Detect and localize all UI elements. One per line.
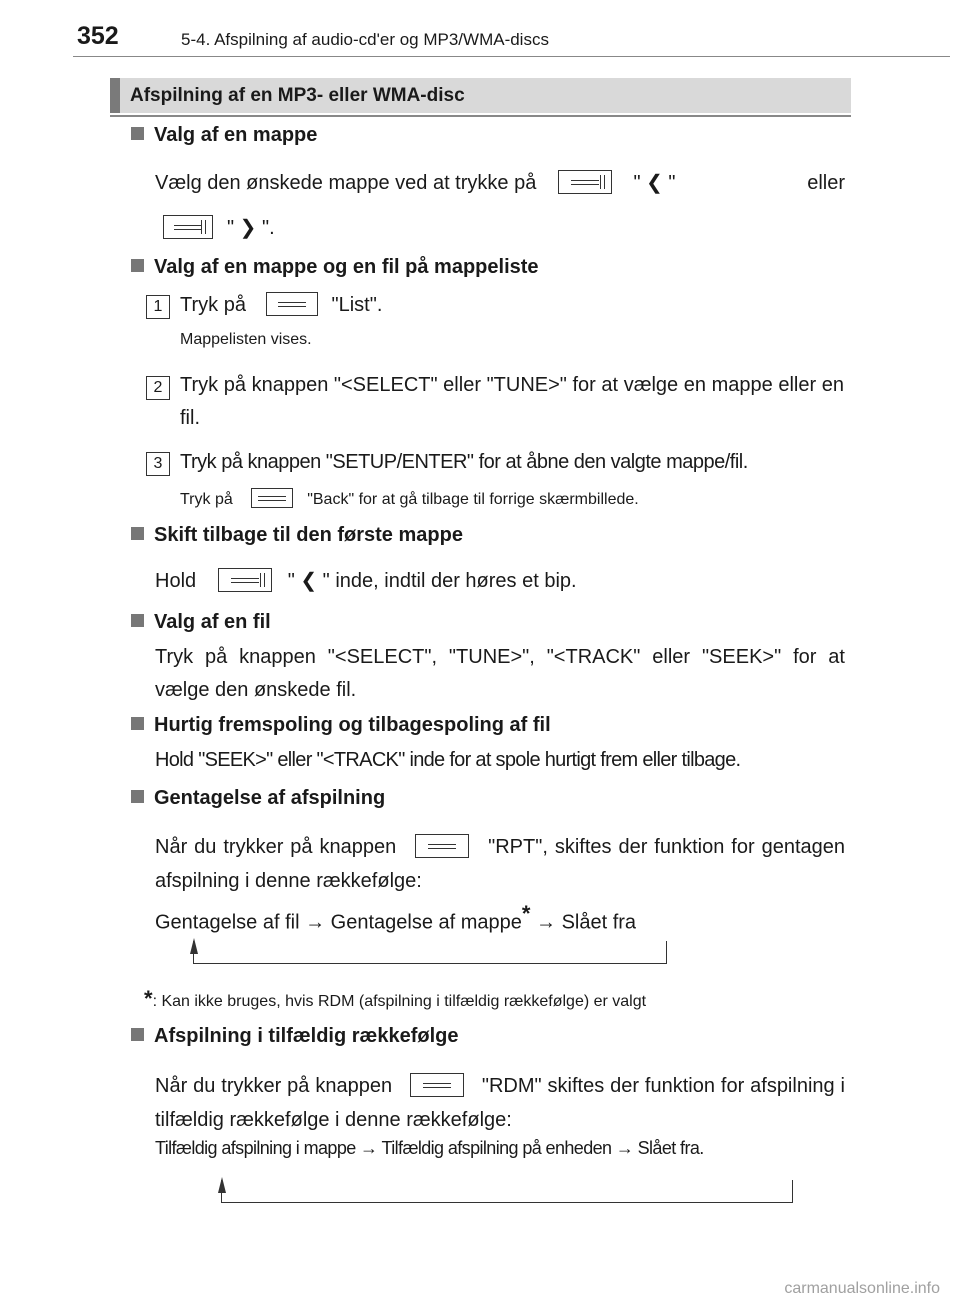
heading-random: Afspilning i tilfældig rækkefølge bbox=[131, 1025, 458, 1048]
bullet-icon bbox=[131, 127, 144, 140]
section-title: Afspilning af en MP3- eller WMA-disc bbox=[130, 85, 465, 106]
bullet-icon bbox=[131, 1028, 144, 1041]
random-sequence: Tilfældig afspilning i mappe → Tilfældig afspilning på enheden → Slået fra. bbox=[155, 1138, 704, 1158]
repeat-text: Når du trykker på knappen "RPT", skiftes der funktion for gentagen afspilning i denne rækkefølge: bbox=[155, 836, 846, 892]
random-text: Når du trykker på knappen "RDM" skiftes der funktion for afspilning i tilfældig rækkefølge i denne rækkefølge: bbox=[155, 1075, 845, 1131]
list-button-icon bbox=[266, 292, 318, 316]
seek-button-icon bbox=[558, 170, 612, 194]
seek-button-icon bbox=[163, 215, 213, 239]
folder-select-text-2: " ❯ ". bbox=[163, 212, 275, 245]
file-select-text: Tryk på knappen "<SELECT", "TUNE>", "<TRACK" eller "SEEK>" for at vælge den ønskede fil. bbox=[155, 646, 845, 701]
watermark: carmanualsonline.info bbox=[784, 1280, 940, 1297]
bullet-icon bbox=[131, 259, 144, 272]
step-2-text: Tryk på knappen "<SELECT" eller "TUNE>" for at vælge en mappe eller en fil. bbox=[180, 374, 844, 429]
repeat-sequence: Gentagelse af fil → Gentagelse af mappe* → Slået fra bbox=[155, 901, 637, 934]
step-number: 1 bbox=[146, 295, 170, 319]
bullet-icon bbox=[131, 790, 144, 803]
repeat-footnote: *: Kan ikke bruges, hvis RDM (afspilning i tilfældig rækkefølge) er valgt bbox=[144, 986, 647, 1011]
seek-button-icon bbox=[218, 568, 272, 592]
bullet-icon bbox=[131, 717, 144, 730]
page-number: 352 bbox=[77, 22, 119, 50]
section-rule bbox=[110, 115, 851, 117]
step-number: 2 bbox=[146, 376, 170, 400]
step-number: 3 bbox=[146, 452, 170, 476]
step-1-text: Tryk på "List". bbox=[180, 294, 383, 316]
random-cycle-line bbox=[221, 1180, 793, 1203]
first-folder-text: Hold " ❮ " inde, indtil der høres et bip. bbox=[155, 570, 577, 592]
step-3-note: Tryk på "Back" for at gå tilbage til forrige skærmbillede. bbox=[180, 488, 639, 509]
heading-file-select: Valg af en fil bbox=[131, 611, 271, 634]
rpt-button-icon bbox=[415, 834, 469, 858]
bullet-icon bbox=[131, 527, 144, 540]
bullet-icon bbox=[131, 614, 144, 627]
heading-repeat: Gentagelse af afspilning bbox=[131, 787, 385, 810]
rdm-button-icon bbox=[410, 1073, 464, 1097]
heading-list-select: Valg af en mappe og en fil på mappeliste bbox=[131, 256, 539, 279]
section-bar-edge bbox=[110, 78, 120, 113]
step-3-text: Tryk på knappen "SETUP/ENTER" for at åbne den valgte mappe/fil. bbox=[180, 451, 748, 473]
heading-fast: Hurtig fremspoling og tilbagespoling af fil bbox=[131, 714, 551, 737]
section-bar bbox=[110, 78, 851, 113]
heading-first-folder: Skift tilbage til den første mappe bbox=[131, 524, 463, 547]
fast-text: Hold "SEEK>" eller "<TRACK" inde for at spole hurtigt frem eller tilbage. bbox=[155, 749, 741, 771]
header-rule bbox=[73, 56, 950, 57]
repeat-cycle-line bbox=[193, 941, 667, 964]
folder-select-text: Vælg den ønskede mappe ved at trykke på " ❮ " eller bbox=[155, 172, 845, 194]
step-1-note: Mappelisten vises. bbox=[180, 331, 312, 348]
back-button-icon bbox=[251, 488, 293, 508]
chapter-title: 5-4. Afspilning af audio-cd'er og MP3/WMA-discs bbox=[181, 30, 549, 49]
heading-folder-select: Valg af en mappe bbox=[131, 124, 317, 147]
